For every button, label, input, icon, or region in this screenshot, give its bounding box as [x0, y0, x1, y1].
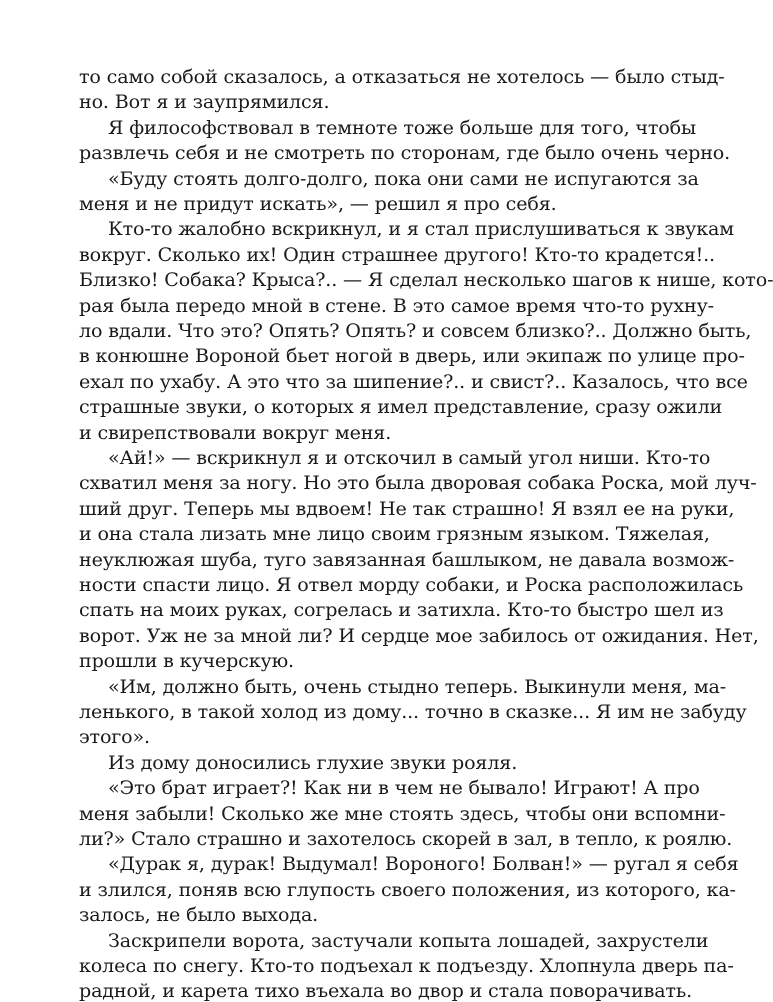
text-line: «Ай!» — вскрикнул я и отскочил в самый угол ниши. Кто-то: [108, 446, 711, 469]
text-line: и она стала лизать мне лицо своим грязным языком. Тяжелая,: [79, 522, 710, 545]
text-line: вокруг. Сколько их! Один страшнее другого! Кто-то крадется!..: [79, 243, 715, 266]
text-line: Кто-то жалобно вскрикнул, и я стал прислушиваться к звукам: [108, 217, 734, 240]
text-line: но. Вот я и заупрямился.: [79, 90, 330, 113]
text-line: залось, не было выхода.: [79, 903, 319, 926]
text-line: ехал по ухабу. А это что за шипение?.. и свист?.. Казалось, что все: [79, 370, 748, 393]
text-line: Близко! Собака? Крыса?.. — Я сделал несколько шагов к нише, кото-: [79, 268, 773, 291]
text-line: Заскрипели ворота, застучали копыта лошадей, захрустели: [108, 929, 709, 952]
text-line: и злился, поняв всю глупость своего положения, из которого, ка-: [79, 878, 736, 901]
text-line: Из дому доносились глухие звуки рояля.: [108, 751, 518, 774]
text-line: «Им, должно быть, очень стыдно теперь. Выкинули меня, ма-: [108, 675, 727, 698]
text-line: ности спасти лицо. Я отвел морду собаки, и Роска расположилась: [79, 573, 744, 596]
text-line: радной, и карета тихо въехала во двор и стала поворачивать.: [79, 979, 693, 1002]
text-line: ленького, в такой холод из дому... точно в сказке... Я им не забуду: [79, 700, 747, 723]
text-line: «Это брат играет?! Как ни в чем не бывало! Играют! А про: [108, 776, 700, 799]
text-line: ли?» Стало страшно и захотелось скорей в зал, в тепло, к роялю.: [79, 827, 733, 850]
text-line: «Дурак я, дурак! Выдумал! Вороного! Болван!» — ругал я себя: [108, 852, 739, 875]
text-line: спать на моих руках, согрелась и затихла. Кто-то быстро шел из: [79, 598, 724, 621]
text-line: Я философствовал в темноте тоже больше для того, чтобы: [108, 116, 697, 139]
text-line: меня и не придут искать», — решил я про себя.: [79, 192, 557, 215]
text-line: ворот. Уж не за мной ли? И сердце мое забилось от ожидания. Нет,: [79, 624, 759, 647]
text-line: колеса по снегу. Кто-то подъехал к подъезду. Хлопнула дверь па-: [79, 954, 734, 977]
text-line: страшные звуки, о которых я имел представление, сразу ожили: [79, 395, 723, 418]
text-line: развлечь себя и не смотреть по сторонам, где было очень черно.: [79, 141, 731, 164]
text-line: рая была передо мной в стене. В это самое время что-то рухну-: [79, 294, 714, 317]
text-line: и свирепствовали вокруг меня.: [79, 421, 392, 444]
text-line: прошли в кучерскую.: [79, 649, 294, 672]
text-line: схватил меня за ногу. Но это была дворовая собака Роска, мой луч-: [79, 471, 757, 494]
text-line: «Буду стоять долго-долго, пока они сами не испугаются за: [108, 167, 699, 190]
text-line: ло вдали. Что это? Опять? Опять? и совсем близко?.. Должно быть,: [79, 319, 752, 342]
text-line: в конюшне Вороной бьет ногой в дверь, или экипаж по улице про-: [79, 344, 745, 367]
text-line: неуклюжая шуба, туго завязанная башлыком, не давала возмож-: [79, 548, 735, 571]
text-line: то само собой сказалось, а отказаться не хотелось — было стыд-: [79, 65, 725, 88]
text-line: ший друг. Теперь мы вдвоем! Не так страшно! Я взял ее на руки,: [79, 497, 735, 520]
text-line: меня забыли! Сколько же мне стоять здесь, чтобы они вспомни-: [79, 802, 726, 825]
text-line: этого».: [79, 725, 150, 748]
